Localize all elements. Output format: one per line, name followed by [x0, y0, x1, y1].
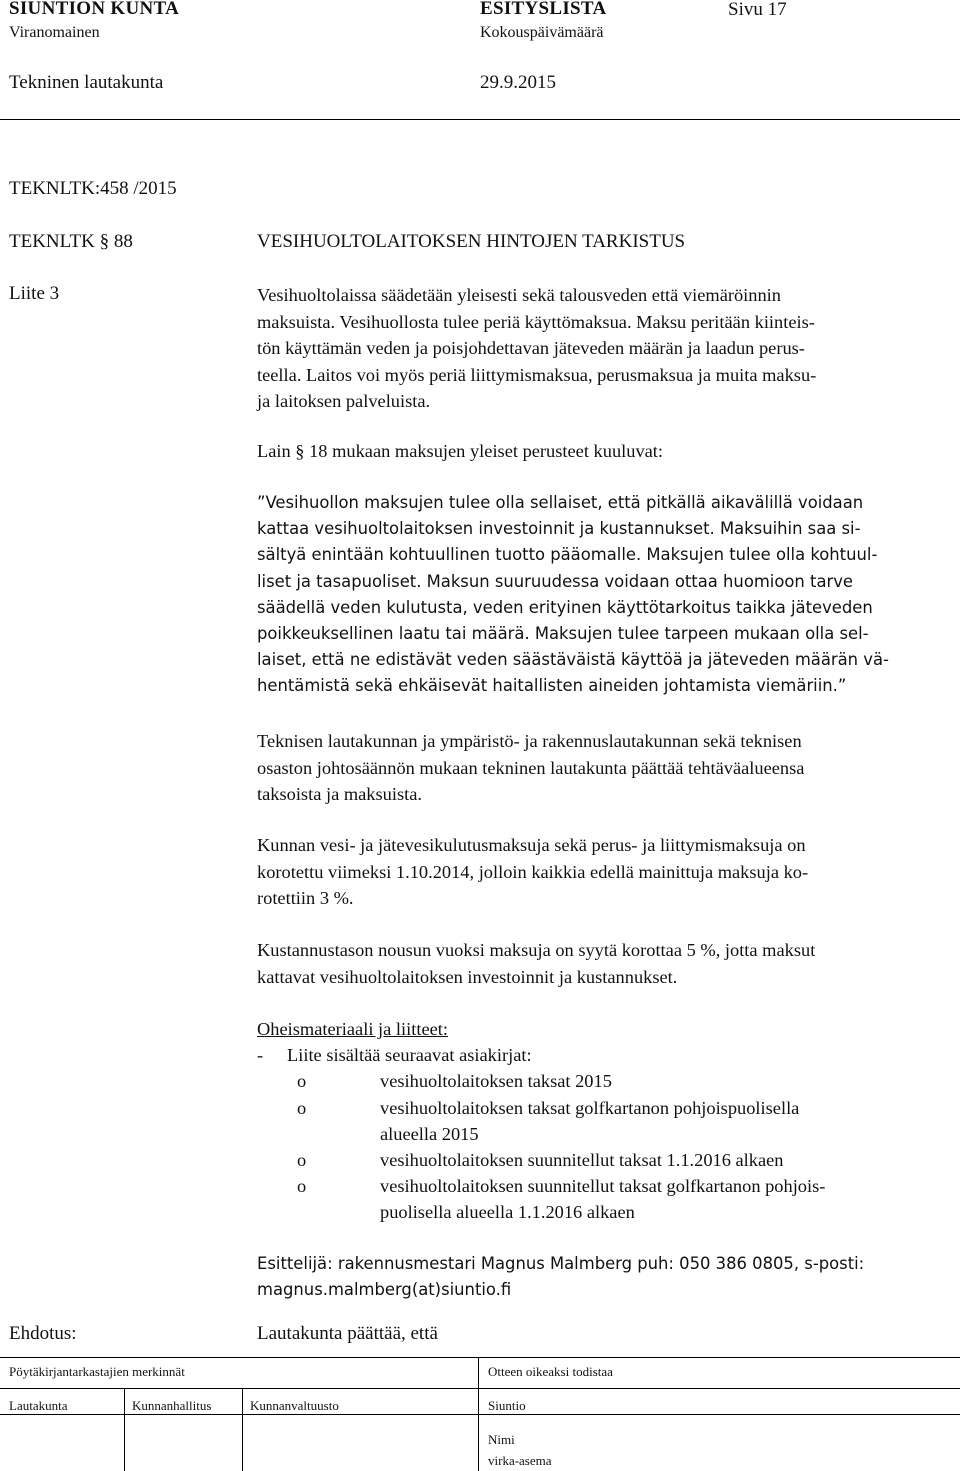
- footer-col-board: Lautakunta: [9, 1398, 68, 1413]
- text-line: säädellä veden kulutusta, veden erityinen käyttötarkoitus taikka jäteveden: [257, 597, 873, 617]
- text-line: Esittelijä: rakennusmestari Magnus Malmberg puh: 050 386 0805, s-posti:: [257, 1254, 865, 1273]
- text-line: laiset, että ne edistävät veden säästäväistä käyttöä ja jäteveden määrän vä-: [257, 650, 889, 670]
- attachments-dash: -: [257, 1045, 264, 1065]
- document-type: ESITYSLISTA: [480, 0, 607, 19]
- authority-name: Tekninen lautakunta: [9, 72, 164, 93]
- text-line: osaston johtosäännön mukaan tekninen lautakunta päättää tehtäväalueensa: [257, 757, 805, 778]
- case-reference: TEKNLTK:458 /2015: [9, 178, 177, 199]
- text-line: sältyä enintään kohtuullinen tuotto pääomalle. Maksujen tulee olla kohtuul-: [257, 545, 878, 565]
- section-title: VESIHUOLTOLAITOKSEN HINTOJEN TARKISTUS: [257, 231, 686, 252]
- text-line: taksoista ja maksuista.: [257, 784, 422, 804]
- attachment-label: Liite 3: [9, 283, 60, 304]
- proposal-text: Lautakunta päättää, että: [257, 1323, 438, 1344]
- text-line: kattaa vesihuoltolaitoksen investoinnit ja kustannukset. Maksuihin saa si-: [257, 519, 861, 539]
- paragraph-proposed-increase: [257, 937, 947, 990]
- text-line: Kunnan vesi- ja jätevesikulutusmaksuja sekä perus- ja liittymismaksuja on: [257, 835, 806, 855]
- paragraph-previous-increase: [257, 832, 947, 912]
- attachment-item: vesihuoltolaitoksen taksat golfkartanon pohjoispuolisella: [380, 1098, 800, 1118]
- text-line: Lain § 18 mukaan maksujen yleiset perusteet kuuluvat:: [257, 441, 664, 461]
- text-line: ja laitoksen palveluista.: [257, 391, 431, 411]
- attachment-item: vesihuoltolaitoksen suunnitellut taksat golfkartanon pohjois-: [380, 1176, 826, 1196]
- footer-row-divider: [0, 1388, 960, 1389]
- footer-col-council: Kunnanvaltuusto: [250, 1398, 339, 1413]
- footer-column-divider: [478, 1357, 479, 1471]
- bullet-icon: o: [297, 1098, 307, 1118]
- proposal-label: Ehdotus:: [9, 1323, 77, 1344]
- text-line: Vesihuoltolaissa säädetään yleisesti sekä talousveden että viemäröinnin: [257, 285, 781, 305]
- footer-title-label: virka-asema: [488, 1453, 552, 1468]
- footer-column-divider: [124, 1388, 125, 1471]
- footer-place: Siuntio: [488, 1398, 526, 1413]
- paragraph-authority: [257, 728, 947, 808]
- attachment-item-continued: alueella 2015: [380, 1124, 479, 1144]
- presenter-info: [257, 1251, 947, 1303]
- reviewers-notes-label: Pöytäkirjantarkastajien merkinnät: [9, 1364, 185, 1379]
- footer-col-executive: Kunnanhallitus: [132, 1398, 212, 1413]
- page-number: Sivu 17: [728, 0, 787, 20]
- meeting-date: 29.9.2015: [480, 72, 556, 93]
- text-line: Kustannustason nousun vuoksi maksuja on syytä korottaa 5 %, jotta maksut: [257, 940, 816, 960]
- footer-column-divider: [242, 1388, 243, 1471]
- certified-label: Otteen oikeaksi todistaa: [488, 1364, 613, 1379]
- text-line: korotettu viimeksi 1.10.2014, jolloin kaikkia edellä mainittuja maksuja ko-: [257, 861, 809, 882]
- attachments-heading: Oheismateriaali ja liitteet:: [257, 1019, 448, 1039]
- text-line: ”Vesihuollon maksujen tulee olla sellaiset, että pitkällä aikavälillä voidaan: [257, 493, 864, 512]
- authority-label: Viranomainen: [9, 24, 100, 41]
- text-line: kattavat vesihuoltolaitoksen investoinnit ja kustannukset.: [257, 966, 678, 987]
- header-divider: [0, 119, 960, 120]
- attachment-item: vesihuoltolaitoksen taksat 2015: [380, 1071, 612, 1091]
- attachments-intro: Liite sisältää seuraavat asiakirjat:: [287, 1045, 532, 1065]
- bullet-icon: o: [297, 1150, 307, 1170]
- text-line: hentämistä sekä ehkäisevät haitallisten aineiden johtamista viemäriin.”: [257, 676, 847, 696]
- law-quote: [257, 490, 947, 700]
- text-line: magnus.malmberg(at)siuntio.fi: [257, 1280, 512, 1300]
- text-line: liset ja tasapuoliset. Maksun suuruudessa voidaan ottaa huomioon tarve: [257, 571, 854, 591]
- paragraph-law-reference: [257, 438, 947, 465]
- meeting-date-label: Kokouspäivämäärä: [480, 24, 604, 41]
- text-line: maksuista. Vesihuollosta tulee periä käyttömaksua. Maksu peritään kiinteis-: [257, 311, 815, 332]
- attachment-item: vesihuoltolaitoksen suunnitellut taksat 1.1.2016 alkaen: [380, 1150, 784, 1170]
- bullet-icon: o: [297, 1176, 307, 1196]
- attachment-item-continued: puolisella alueella 1.1.2016 alkaen: [380, 1202, 635, 1222]
- text-line: poikkeuksellinen laatu tai määrä. Maksujen tulee tarpeen mukaan olla sel-: [257, 624, 869, 644]
- section-number: TEKNLTK § 88: [9, 231, 133, 252]
- footer-name-label: Nimi: [488, 1432, 515, 1447]
- bullet-icon: o: [297, 1071, 307, 1091]
- municipality-name: SIUNTION KUNTA: [9, 0, 180, 19]
- footer-inner-divider: [0, 1414, 960, 1415]
- text-line: tön käyttämän veden ja poisjohdettavan jäteveden määrän ja laadun perus-: [257, 338, 805, 358]
- paragraph-intro: [257, 282, 947, 415]
- text-line: teella. Laitos voi myös periä liittymismaksua, perusmaksua ja muita maksu-: [257, 364, 817, 385]
- text-line: Teknisen lautakunnan ja ympäristö- ja rakennuslautakunnan sekä teknisen: [257, 731, 802, 751]
- footer-top-divider: [0, 1357, 960, 1358]
- text-line: rotettiin 3 %.: [257, 888, 354, 908]
